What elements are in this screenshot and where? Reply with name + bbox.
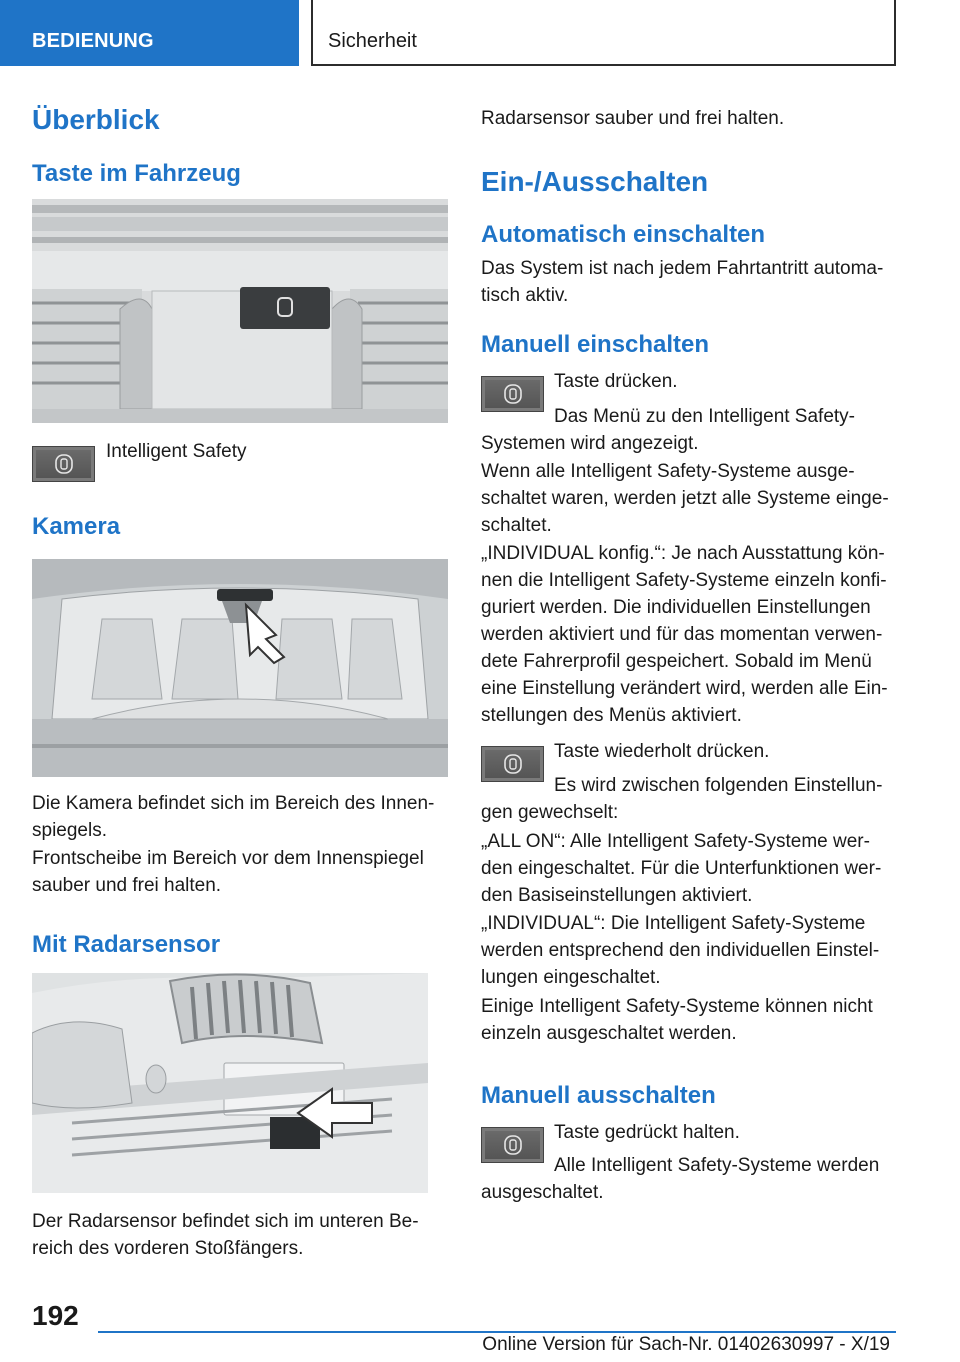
intelligent-safety-icon [504,384,522,404]
radar-paragraph-1: Der Radarsensor befindet sich im unteren Be-reich des vorderen Stoßfängers. [32,1211,419,1259]
radar-paragraph-2: Radarsensor sauber und frei halten. [481,108,785,129]
auto-on-heading: Automatisch einschalten [481,221,766,248]
manual-on-heading: Manuell einschalten [481,331,710,358]
manual-off-heading: Manuell ausschalten [481,1082,716,1109]
some-systems-paragraph: Einige Intelligent Safety-Systeme können nicht einzeln ausgeschaltet werden. [481,996,873,1044]
dashboard-button-figure [32,199,448,423]
all-on-paragraph: „ALL ON“: Alle Intelligent Safety-Systeme wer-den eingeschaltet. Für die Unterfunktionen wer-den Basiseinstellungen aktiviert. [481,831,882,906]
individual-config-paragraph: „INDIVIDUAL konfig.“: Je nach Ausstattung kön-nen die Intelligent Safety-Systeme einzeln konfi-guriert werden. Die individuellen Einstellungen werden aktiviert und für das momentan verwen-dete Fahrerprofil gespeichert. Sobald im Menü eine Einstellung verändert wird, werden alle Ein-stellungen des Menüs aktiviert. [481,543,888,726]
overview-title: Überblick [32,104,160,135]
intelligent-safety-icon [504,754,522,774]
page-number: 192 [32,1300,79,1331]
menu-shown-text: Das Menü zu den Intelligent Safety-Systemen wird angezeigt. [481,406,856,454]
header-chapter-box [311,0,896,66]
hold-button-text: Taste gedrückt halten. [554,1122,740,1143]
intelligent-safety-button-icon [32,446,95,482]
button-heading: Taste im Fahrzeug [32,160,241,187]
header-section-tab [0,0,299,66]
intelligent-safety-icon [55,454,73,474]
switch-settings-text: Es wird zwischen folgenden Einstellun-gen gewechselt: [481,775,883,823]
header-chapter-label: Sicherheit [328,30,417,52]
footer-online-version: Online Version für Sach-Nr. 01402630997 - X/19 [482,1334,890,1355]
button-caption: Intelligent Safety [106,441,247,462]
all-off-result-text: Alle Intelligent Safety-Systeme werden ausgeschaltet. [481,1155,880,1203]
radar-heading: Mit Radarsensor [32,931,221,958]
camera-paragraph-2: Frontscheibe im Bereich vor dem Innenspiegel sauber und frei halten. [32,848,424,896]
press-button-text: Taste drücken. [554,371,678,392]
auto-on-paragraph: Das System ist nach jedem Fahrtantritt automa-tisch aktiv. [481,258,884,306]
onoff-title: Ein-/Ausschalten [481,166,709,197]
header-section-label: BEDIENUNG [32,30,154,52]
all-off-paragraph: Wenn alle Intelligent Safety-Systeme ausge-schaltet waren, werden jetzt alle Systeme einge-schaltet. [481,461,889,536]
footer-divider [98,1331,896,1333]
individual-paragraph: „INDIVIDUAL“: Die Intelligent Safety-Systeme werden entsprechend den individuellen Einstel-lungen eingeschaltet. [481,913,880,988]
camera-figure [32,559,448,777]
press-again-text: Taste wiederholt drücken. [554,741,770,762]
camera-paragraph-1: Die Kamera befindet sich im Bereich des Innen-spiegels. [32,793,435,841]
radar-figure [32,973,428,1193]
camera-heading: Kamera [32,513,121,540]
